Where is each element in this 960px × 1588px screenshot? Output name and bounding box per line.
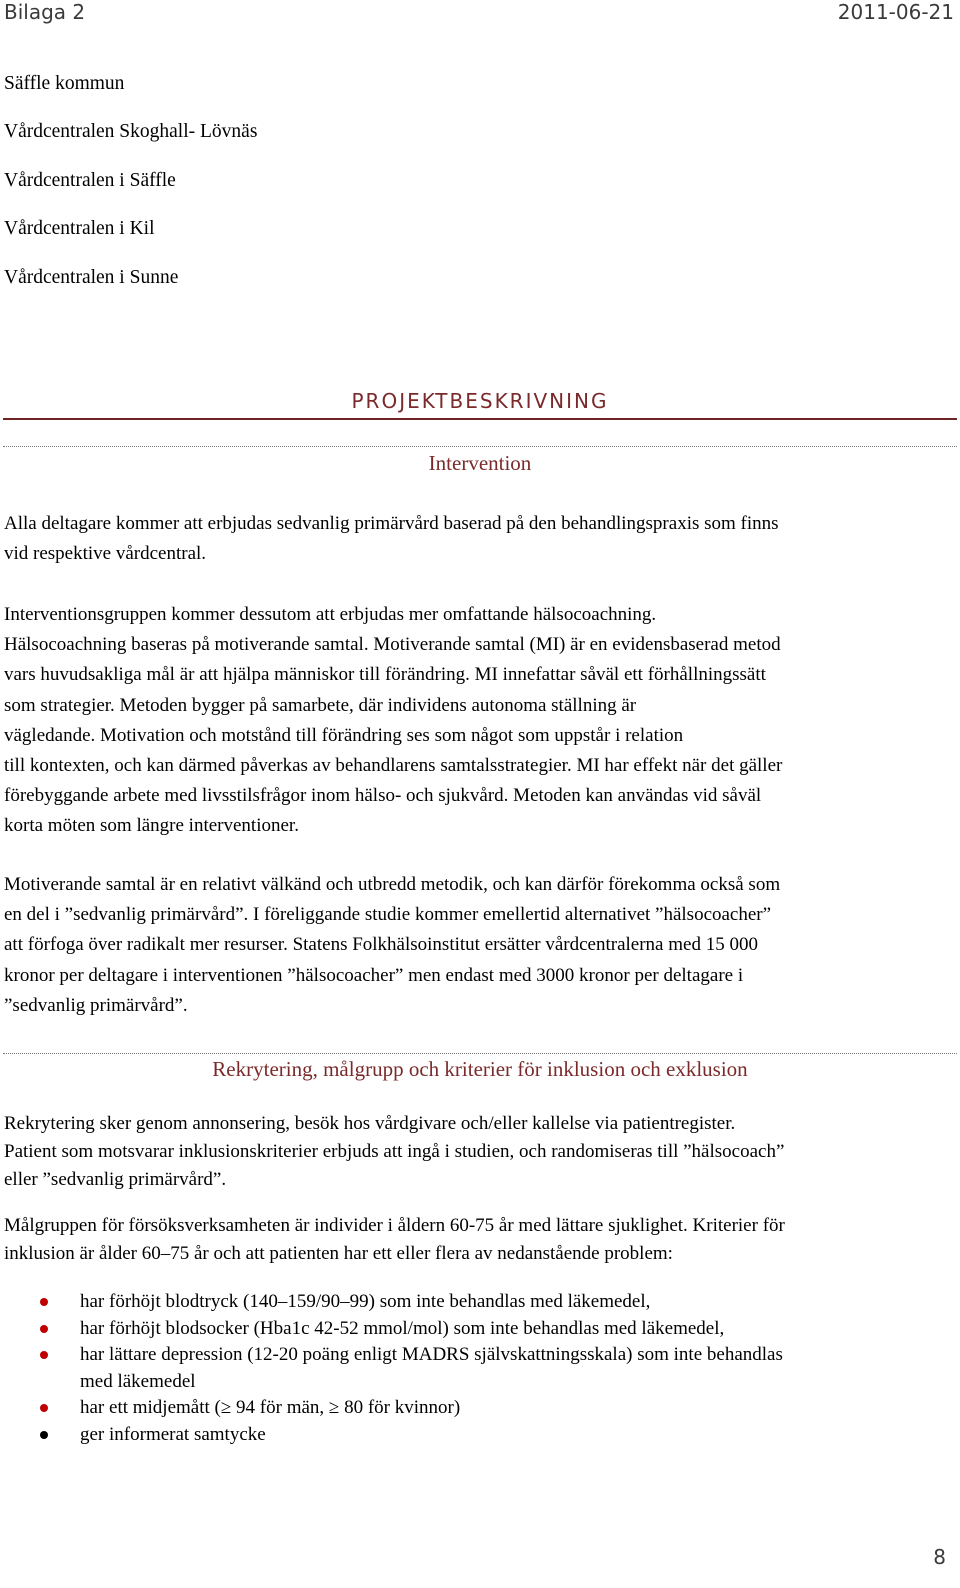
intervention-paragraph-2 xyxy=(4,600,956,842)
text-line: vars huvudsakliga mål är att hjälpa människor till förändring. MI innefattar såväl ett förhållningssätt xyxy=(4,664,766,686)
organization-line: Vårdcentralen i Säffle xyxy=(4,170,176,191)
bullet-icon xyxy=(40,1298,48,1306)
bullet-icon xyxy=(40,1325,48,1333)
bullet-icon xyxy=(40,1351,48,1359)
text-line: som strategier. Metoden bygger på samarbete, där individens autonoma ställning är xyxy=(4,694,637,716)
list-item xyxy=(0,1289,960,1316)
text-line: Målgruppen för försöksverksamheten är individer i åldern 60-75 år med lättare sjuklighet. Kriterier för xyxy=(4,1215,785,1236)
text-line: att förfoga över radikalt mer resurser. Statens Folkhälsoinstitut ersätter vårdcentralerna med 15 000 xyxy=(4,934,758,956)
section-divider xyxy=(3,1053,957,1054)
text-line: inklusion är ålder 60–75 år och att patienten har ett eller flera av nedanstående problem: xyxy=(4,1243,673,1265)
inclusion-criteria-list xyxy=(0,1289,960,1448)
list-item xyxy=(0,1395,960,1422)
organization-line: Vårdcentralen i Sunne xyxy=(4,267,179,288)
text-line: eller ”sedvanlig primärvård”. xyxy=(4,1169,227,1191)
list-item-text: har förhöjt blodtryck (140–159/90–99) som inte behandlas med läkemedel, xyxy=(80,1291,651,1312)
text-line: korta möten som längre interventioner. xyxy=(4,815,299,837)
intervention-paragraph-1 xyxy=(4,509,956,569)
list-item-continuation xyxy=(0,1369,960,1396)
intervention-paragraph-3 xyxy=(4,870,956,1021)
text-line: till kontexten, och kan därmed påverkas av behandlarens samtalsstrategier. MI har effekt när det gäller xyxy=(4,755,783,777)
list-item-text: har lättare depression (12-20 poäng enligt MADRS självskattningsskala) som inte behandlas xyxy=(80,1344,783,1365)
bullet-icon xyxy=(40,1431,48,1439)
page-number: 8 xyxy=(933,1545,946,1569)
text-line: Interventionsgruppen kommer dessutom att erbjudas mer omfattande hälsocoachning. xyxy=(4,604,657,625)
list-item xyxy=(0,1342,960,1369)
text-line: Hälsocoachning baseras på motiverande samtal. Motiverande samtal (MI) är en evidensbaserad metod xyxy=(4,634,781,656)
recruitment-paragraph-2 xyxy=(4,1212,956,1268)
text-line: vägledande. Motivation och motstånd till förändring ses som något som uppstår i relation xyxy=(4,724,684,746)
list-item-text: med läkemedel xyxy=(80,1370,196,1392)
text-line: Alla deltagare kommer att erbjudas sedvanlig primärvård baserad på den behandlingspraxis som finns xyxy=(4,513,779,534)
text-line: vid respektive vårdcentral. xyxy=(4,543,207,565)
section-heading-recruitment: Rekrytering, målgrupp och kriterier för inklusion och exklusion xyxy=(212,1057,748,1081)
section-heading-intervention: Intervention xyxy=(428,451,532,475)
organization-line: Vårdcentralen Skoghall- Lövnäs xyxy=(4,121,258,142)
text-line: Rekrytering sker genom annonsering, besök hos vårdgivare och/eller kallelse via patientregister. xyxy=(4,1113,736,1134)
list-item-text: har förhöjt blodsocker (Hba1c 42-52 mmol/mol) som inte behandlas med läkemedel, xyxy=(80,1317,725,1339)
text-line: en del i ”sedvanlig primärvård”. I föreliggande studie kommer emellertid alternativet ”hälsocoacher” xyxy=(4,904,772,926)
text-line: Patient som motsvarar inklusionskriterier erbjuds att ingå i studien, och randomiseras till ”hälsocoach” xyxy=(4,1141,785,1163)
text-line: förebyggande arbete med livsstilsfrågor inom hälso- och sjukvård. Metoden kan användas vid såväl xyxy=(4,785,762,807)
header-date: 2011-06-21 xyxy=(837,0,954,24)
bullet-icon xyxy=(40,1404,48,1412)
text-line: Motiverande samtal är en relativt välkänd och utbredd metodik, och kan därför förekomma också som xyxy=(4,874,781,895)
text-line: ”sedvanlig primärvård”. xyxy=(4,994,188,1016)
header-attachment-label: Bilaga 2 xyxy=(4,0,86,24)
section-divider xyxy=(3,446,957,447)
title-divider xyxy=(3,418,957,420)
list-item xyxy=(0,1316,960,1343)
recruitment-paragraph-1 xyxy=(4,1110,956,1195)
list-item-text: har ett midjemått (≥ 94 för män, ≥ 80 för kvinnor) xyxy=(80,1397,461,1418)
organization-line: Säffle kommun xyxy=(4,73,125,94)
document-title: PROJEKTBESKRIVNING xyxy=(351,389,609,413)
text-line: kronor per deltagare i interventionen ”hälsocoacher” men endast med 3000 kronor per deltagare i xyxy=(4,964,744,986)
list-item xyxy=(0,1422,960,1449)
list-item-text: ger informerat samtycke xyxy=(80,1423,266,1445)
organization-line: Vårdcentralen i Kil xyxy=(4,218,155,239)
